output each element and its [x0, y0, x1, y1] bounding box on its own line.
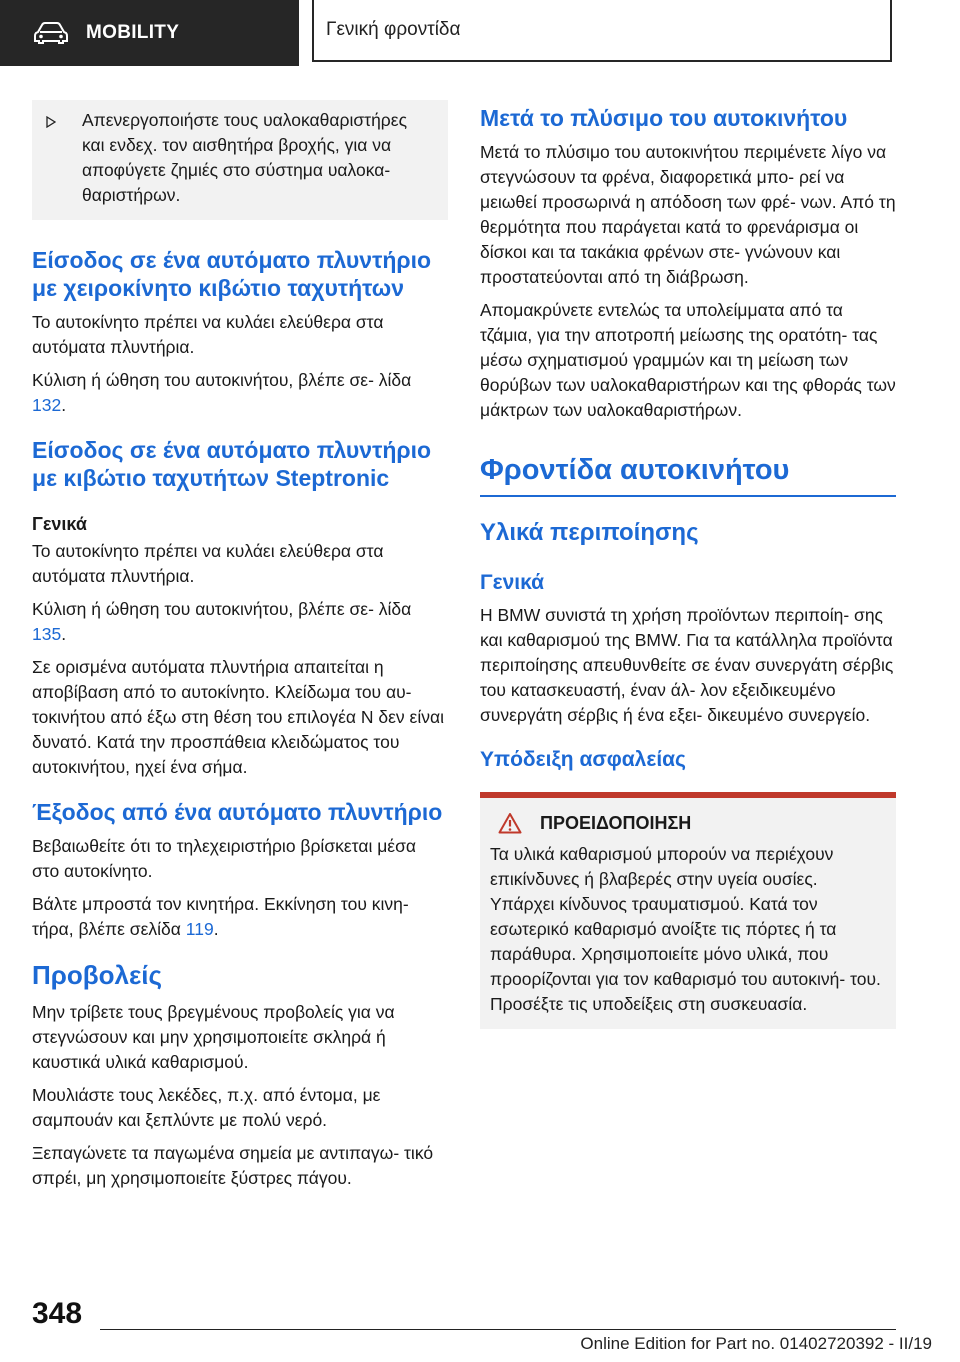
subsection-title: Γενικά: [32, 514, 87, 534]
paragraph: Το αυτοκίνητο πρέπει να κυλάει ελεύθερα στα αυτόματα πλυντήρια.: [32, 312, 384, 357]
paragraph: Κύλιση ή ώθηση του αυτοκινήτου, βλέπε σε- λίδα 132.: [32, 370, 412, 415]
right-column: [480, 100, 896, 1029]
action-box: [32, 100, 448, 220]
warning-icon: [498, 812, 522, 834]
warning-box: [480, 792, 896, 1029]
left-column: [32, 100, 448, 1199]
footer-rule: [100, 1329, 896, 1330]
page-number: 348: [32, 1297, 83, 1330]
brand-tab: [0, 0, 299, 66]
section-title: Υλικά περιποίησης: [480, 519, 699, 546]
chapter-title: Φροντίδα αυτοκινήτου: [480, 451, 896, 497]
paragraph: Κύλιση ή ώθηση του αυτοκινήτου, βλέπε σε- λίδα 135.: [32, 599, 412, 644]
warning-header: [490, 812, 886, 834]
section-title: Μετά το πλύσιμο του αυτοκινήτου: [480, 105, 848, 131]
section-title: Είσοδος σε ένα αυτόματο πλυντήριο με κιβώτιο ταχυτήτων Steptronic: [32, 437, 432, 491]
paragraph: Μουλιάστε τους λεκέδες, π.χ. από έντομα, με σαμπουάν και ξεπλύντε με πολύ νερό.: [32, 1085, 381, 1130]
paragraph: Ξεπαγώνετε τα παγωμένα σημεία με αντιπαγω- τικό σπρέι, μη χρησιμοποιείτε ξύστρες πάγου.: [32, 1143, 434, 1188]
subsection-title: Υπόδειξη ασφαλείας: [480, 748, 686, 771]
chapter-box: [312, 0, 892, 62]
warning-text: Τα υλικά καθαρισμού μπορούν να περιέχουν επικίνδυνες ή βλαβερές στην υγεία ουσίες. Υπάρχει κίνδυνος τραυματισμού. Κατά τον εσωτερικό καθαρισμό ανοίξτε τις πόρτες ή τα παράθυρα. Χρησιμοποιείτε μόνο υλικά, που προορίζονται για τον καθαρισμό του αυτοκινή- του. Προσέξτε τις υποδείξεις στη συσκευασία.: [490, 844, 881, 1014]
paragraph: Η BMW συνιστά τη χρήση προϊόντων περιποίη- σης και καθαρισμού της BMW. Για τα κατάλληλα προϊόντα περιποίησης απευθυνθείτε σε έναν συνεργάτη σέρβις του κατασκευαστή, έναν άλ- λον εξειδικευμένο συνεργάτη σέρβις ή ένα εξει- δικευμένο συνεργείο.: [480, 605, 894, 725]
section-title: Προβολείς: [32, 960, 163, 990]
warning-title: ΠΡΟΕΙΔΟΠΟΙΗΣΗ: [540, 812, 692, 833]
page-link[interactable]: 135: [32, 624, 62, 644]
paragraph: Μην τρίβετε τους βρεγμένους προβολείς για να στεγνώσουν και μην χρησιμοποιείτε σκληρά ή καυστικά υλικά καθαρισμού.: [32, 1002, 395, 1072]
section-title: Έξοδος από ένα αυτόματο πλυντήριο: [32, 799, 443, 825]
paragraph: Το αυτοκίνητο πρέπει να κυλάει ελεύθερα στα αυτόματα πλυντήρια.: [32, 541, 384, 586]
page-header: [0, 0, 960, 66]
paragraph: Απομακρύνετε εντελώς τα υπολείμματα από τα τζάμια, για την αποτροπή μείωσης της ορατότη- τας μέσω σχηματισμού γραμμών και τη μείωση των θορύβων των υαλοκαθαριστήρων και της φθοράς των μάκτρων των υαλοκαθαριστήρων.: [480, 300, 896, 420]
triangle-right-icon: [46, 116, 56, 128]
edition-text: Online Edition for Part no. 01402720392 - II/19: [580, 1334, 932, 1353]
paragraph: Βεβαιωθείτε ότι το τηλεχειριστήριο βρίσκεται μέσα στο αυτοκίνητο.: [32, 836, 417, 881]
page-link[interactable]: 119: [185, 919, 214, 939]
brand-label: MOBILITY: [86, 22, 180, 43]
subsection-title: Γενικά: [480, 571, 545, 594]
section-title: Είσοδος σε ένα αυτόματο πλυντήριο με χειροκίνητο κιβώτιο ταχυτήτων: [32, 247, 432, 301]
paragraph: Βάλτε μπροστά τον κινητήρα. Εκκίνηση του κινη- τήρα, βλέπε σελίδα 119.: [32, 894, 409, 939]
car-icon: [34, 22, 68, 44]
chapter-label: Γενική φροντίδα: [326, 19, 461, 40]
action-text: Απενεργοποιήστε τους υαλοκαθαριστήρες και ενδεχ. τον αισθητήρα βροχής, για να αποφύγετε ζημιές στο σύστημα υαλοκα- θαριστήρων.: [82, 110, 407, 205]
paragraph: Σε ορισμένα αυτόματα πλυντήρια απαιτείται η αποβίβαση από το αυτοκίνητο. Κλείδωμα του αυ- τοκινήτου από έξω στη θέση του επιλογέα N δεν είναι δυνατό. Κατά την προσπάθεια κλειδώματος του αυτοκινήτου, ηχεί ένα σήμα.: [32, 657, 444, 777]
page-link[interactable]: 132: [32, 395, 62, 415]
paragraph: Μετά το πλύσιμο του αυτοκινήτου περιμένετε λίγο να στεγνώσουν τα φρένα, διαφορετικά μπο- ρεί να μειωθεί προσωρινά η απόδοση των φρέ- νων. Από τη θερμότητα που παράγεται κατά το φρενάρισμα οι δίσκοι και τα τακάκια φρένων στε- γνώνουν και προστατεύονται από τη διάβρωση.: [480, 142, 896, 287]
